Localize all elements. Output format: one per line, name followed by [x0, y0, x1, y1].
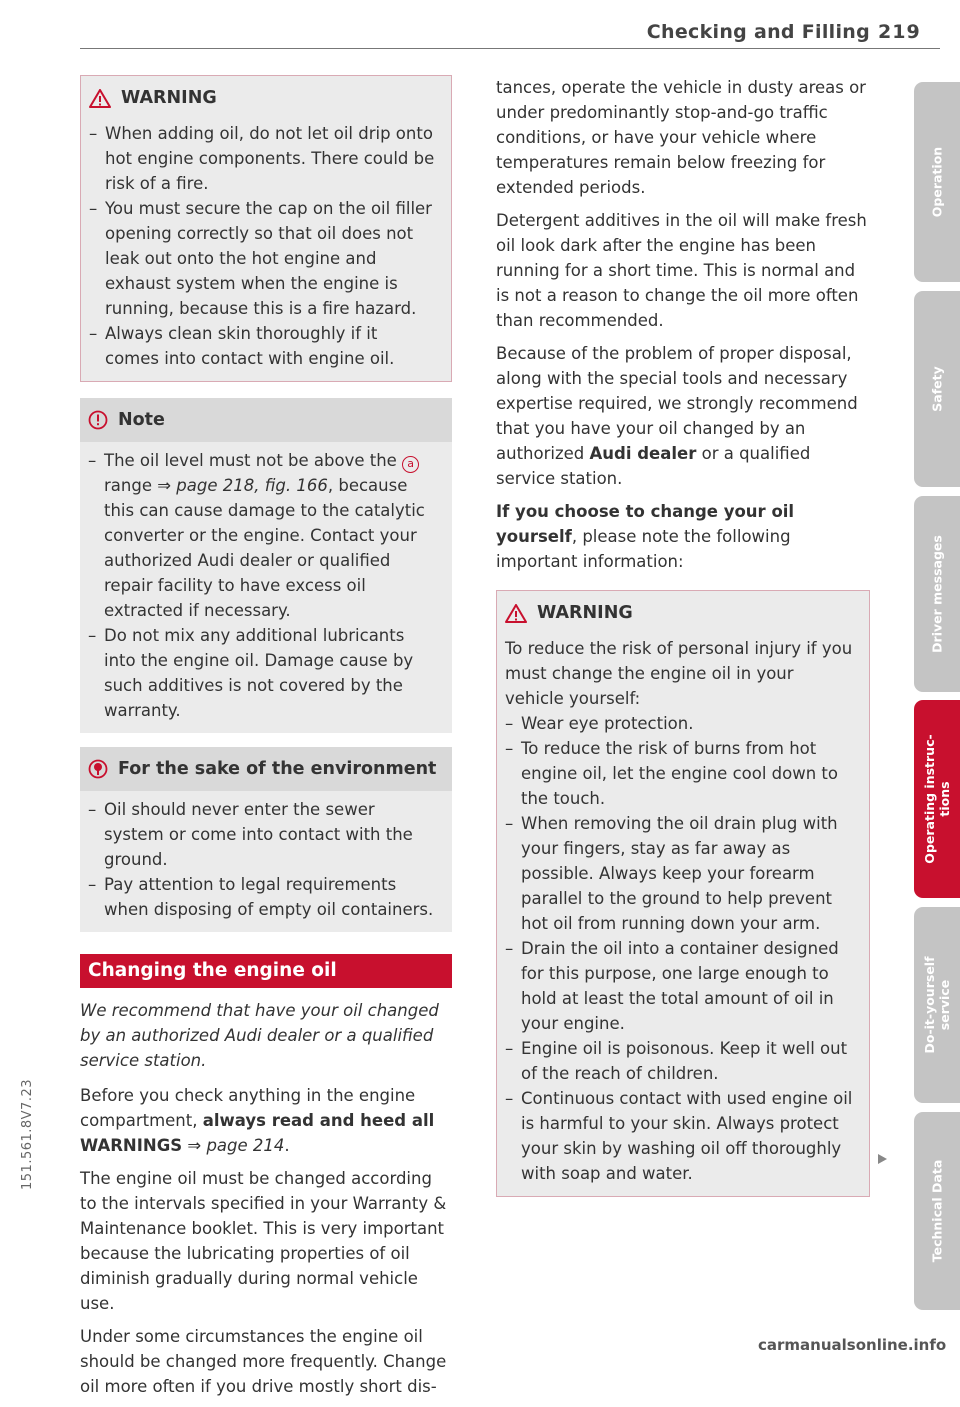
document-code: 151.561.8V7.23 [20, 1079, 35, 1190]
warning-item: – To reduce the risk of burns from hot engine oil, let the engine cool down to the touch. [505, 736, 853, 811]
warning-triangle-icon [89, 89, 111, 108]
tab-driver-messages[interactable]: Driver messages [914, 496, 960, 692]
tab-technical-data[interactable]: Technical Data [914, 1112, 960, 1310]
paragraph: tances, operate the vehicle in dusty areas or under predominantly stop-and-go traffic conditions, or have your vehicle where temperatures remain below freezing for extended periods. [496, 78, 866, 197]
environment-header [80, 747, 452, 791]
environment-item: – Pay attention to legal requirements when disposing of empty oil containers. [88, 872, 436, 922]
left-column [80, 75, 452, 1407]
warning-item: – Drain the oil into a container designed for this purpose, one large enough to hold at least the total amount of oil in your engine. [505, 936, 853, 1036]
warning-box [80, 75, 452, 382]
warning-item: – Always clean skin thoroughly if it comes into contact with engine oil. [89, 321, 435, 371]
warning-item: – You must secure the cap on the oil filler opening correctly so that oil does not leak out onto the hot engine and exhaust system when the engine is running, because this is a fire hazard. [89, 196, 435, 321]
environment-title: For the sake of the environment [118, 759, 437, 779]
note-item: – Do not mix any additional lubricants into the engine oil. Damage cause by such additives is not covered by the warranty. [88, 623, 436, 723]
section-lead: We recommend that have your oil changed by an authorized Audi dealer or a qualified service station. [80, 1001, 439, 1070]
tab-safety[interactable]: Safety [914, 291, 960, 487]
note-title: Note [118, 410, 165, 430]
warning-box [496, 590, 870, 1197]
warning-item: – Engine oil is poisonous. Keep it well out of the reach of children. [505, 1036, 853, 1086]
environment-item: – Oil should never enter the sewer system or come into contact with the ground. [88, 797, 436, 872]
warning-triangle-icon [505, 604, 527, 623]
page-number: 219 [878, 21, 921, 43]
warning-intro: To reduce the risk of personal injury if you must change the engine oil in your vehicle yourself: [505, 639, 853, 708]
section-heading: Changing the engine oil [80, 954, 452, 988]
note-header [80, 398, 452, 442]
paragraph: If you choose to change your oil yourself, please note the following important information: [496, 502, 795, 571]
tab-operating-instructions[interactable]: Operating instruc- tions [914, 700, 960, 898]
environment-box [80, 747, 452, 932]
continue-arrow-icon [876, 1150, 888, 1169]
warning-item: – When removing the oil drain plug with your fingers, stay as far away as possible. Always keep your forearm parallel to the ground to help prevent hot oil from running down your arm. [505, 811, 853, 936]
paragraph: Under some circumstances the engine oil should be changed more frequently. Change oil more often if you drive mostly short dis- [80, 1327, 447, 1396]
tab-do-it-yourself-service[interactable]: Do-it-yourself service [914, 907, 960, 1103]
page-ref-link[interactable]: ⇒ page 214 [182, 1136, 285, 1155]
warning-item: – Continuous contact with used engine oil is harmful to your skin. Always protect your skin by washing oil off thoroughly with soap and water. [505, 1086, 853, 1186]
page-ref-link[interactable]: ⇒ page 218, fig. 166 [157, 476, 328, 495]
warning-title: WARNING [121, 88, 217, 108]
tab-operation[interactable]: Operation [914, 82, 960, 282]
paragraph: Because of the problem of proper disposal, along with the special tools and necessary expertise required, we strongly recommend that you have your oil changed by an authorized Audi dealer or a qualified service station. [496, 344, 858, 488]
tree-environment-icon [88, 759, 108, 779]
note-box [80, 398, 452, 733]
running-header-title: Checking and Filling [646, 21, 870, 43]
header-rule [80, 48, 940, 49]
paragraph: Detergent additives in the oil will make fresh oil look dark after the engine has been running for a short time. This is normal and is not a reason to change the oil more often than recommended. [496, 211, 867, 330]
note-item: – The oil level must not be above the a range ⇒ page 218, fig. 166, because this can cause damage to the catalytic converter or the engine. Contact your authorized Audi dealer or qualified repair facility to have excess oil extracted if necessary. [88, 448, 436, 623]
warning-item: – Wear eye protection. [505, 711, 853, 736]
range-a-marker: a [402, 456, 419, 473]
watermark: carmanualsonline.info [758, 1336, 947, 1354]
right-column [496, 75, 870, 1213]
paragraph: Before you check anything in the engine compartment, always read and heed all WARNINGS ⇒ page 214. [80, 1086, 435, 1155]
note-exclamation-icon [88, 410, 108, 430]
paragraph: The engine oil must be changed according to the intervals specified in your Warranty & Maintenance booklet. This is very important because the lubricating properties of oil diminish gradually during normal vehicle use. [80, 1169, 447, 1313]
warning-header [81, 76, 451, 120]
warning-header [497, 591, 869, 635]
warning-title: WARNING [537, 603, 633, 623]
warning-item: – When adding oil, do not let oil drip onto hot engine components. There could be risk of a fire. [89, 121, 435, 196]
